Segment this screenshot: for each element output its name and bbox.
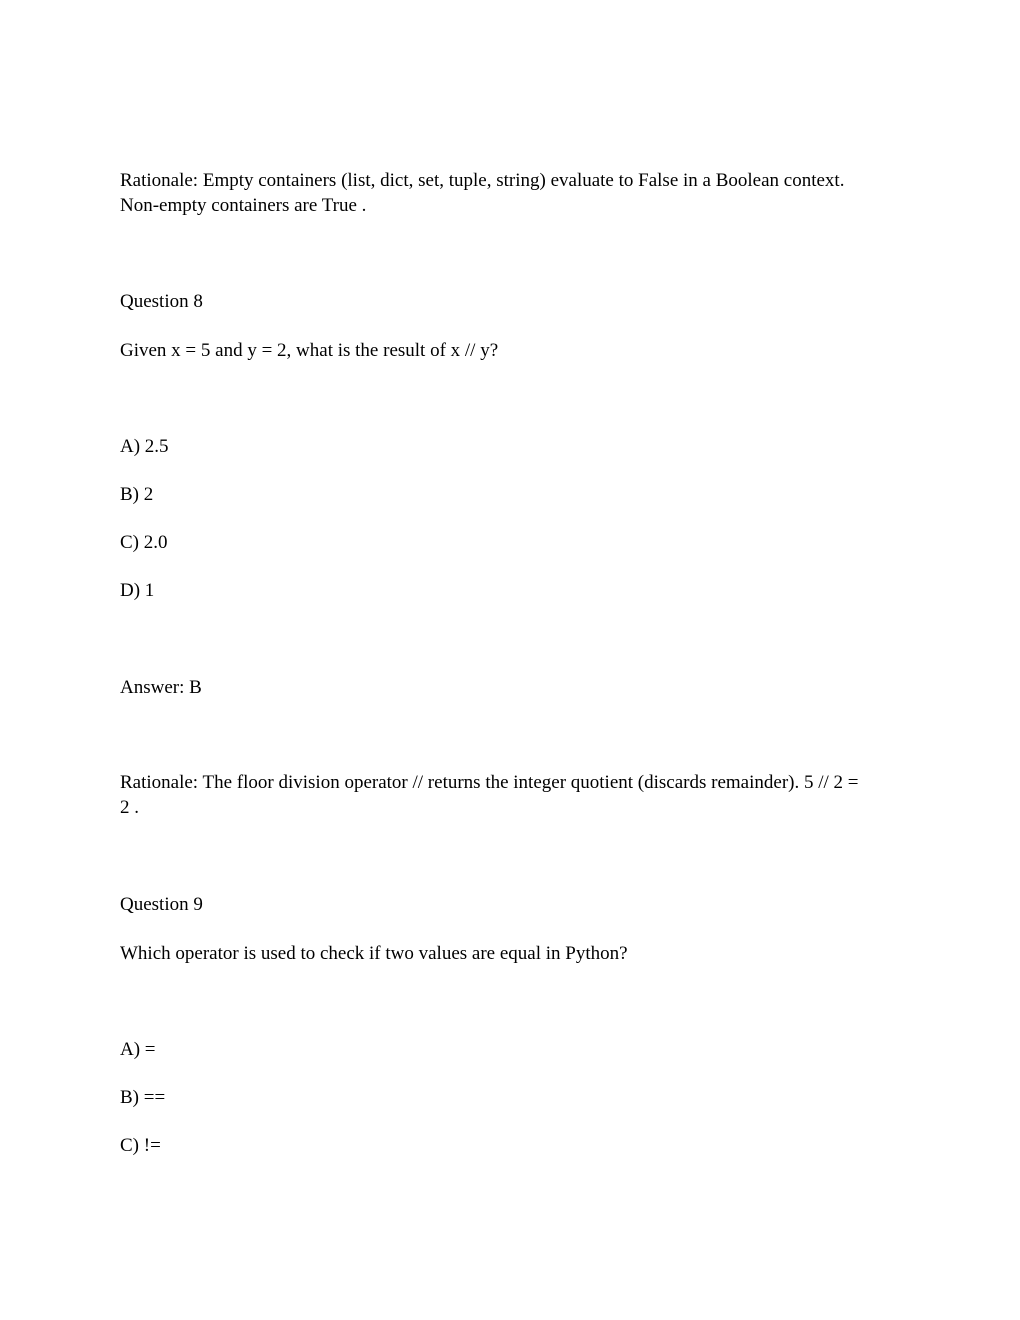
question-9-option-b: B) == <box>120 1087 166 1108</box>
rationale-question-7 <box>120 168 910 218</box>
question-8-option-b: B) 2 <box>120 484 154 505</box>
question-8-prompt: Given x = 5 and y = 2, what is the result of x // y? <box>120 340 499 361</box>
question-8-option-c: C) 2.0 <box>120 532 168 553</box>
rationale-line-1: Rationale: Empty containers (list, dict, set, tuple, string) evaluate to False in a Boolean context. <box>120 170 845 191</box>
question-8-option-a: A) 2.5 <box>120 436 169 457</box>
question-8-heading: Question 8 <box>120 291 203 312</box>
question-8-option-d: D) 1 <box>120 580 155 601</box>
question-8-rationale <box>120 770 910 820</box>
question-8-answer: Answer: B <box>120 677 202 698</box>
question-8-rationale-line-2: 2 . <box>120 797 139 818</box>
question-9-heading: Question 9 <box>120 894 203 915</box>
rationale-line-2: Non-empty containers are True . <box>120 195 367 216</box>
question-9-option-c: C) != <box>120 1135 161 1156</box>
question-8-rationale-line-1: Rationale: The floor division operator // returns the integer quotient (discards remainder). 5 // 2 = <box>120 772 859 793</box>
question-9-prompt: Which operator is used to check if two values are equal in Python? <box>120 943 628 964</box>
question-9-option-a: A) = <box>120 1039 156 1060</box>
